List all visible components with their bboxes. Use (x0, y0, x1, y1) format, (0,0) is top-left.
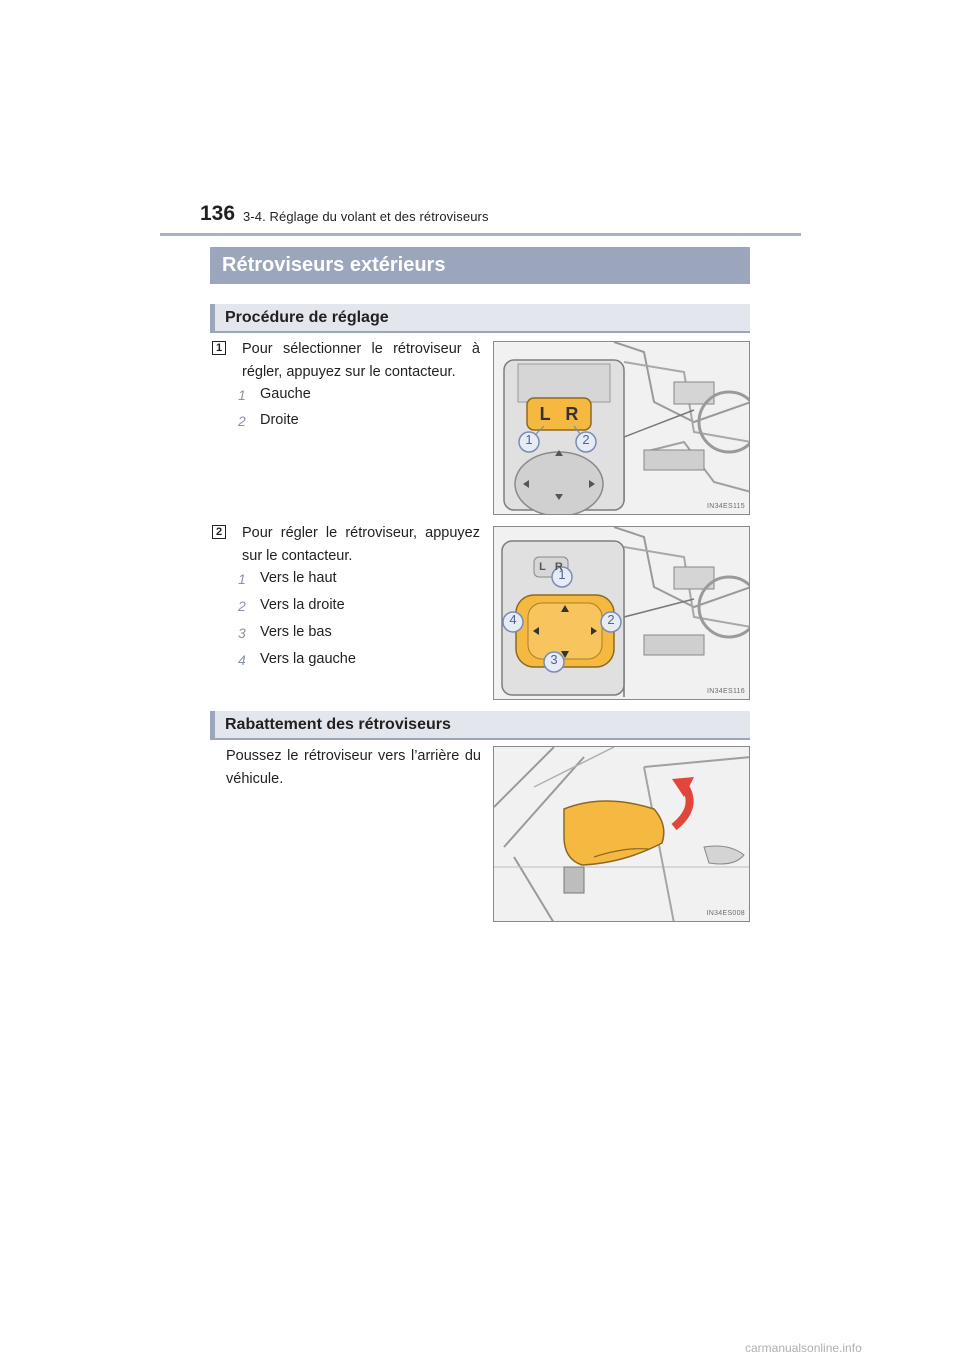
lr-button-label-small: L R (539, 561, 563, 573)
footer-watermark: carmanualsonline.info (745, 1341, 862, 1355)
callout-2: 2 (582, 432, 590, 447)
mirror-adjust-illustration (494, 527, 750, 700)
callout-1: 1 (525, 432, 533, 447)
figure-1-code: IN34ES115 (707, 503, 745, 510)
page-number: 136 (200, 202, 236, 225)
step-2-text: Pour régler le rétroviseur, appuyez sur le contacteur. (242, 525, 480, 564)
step-1-item-2-number: 2 (238, 413, 246, 429)
step-2-item-2-number: 2 (238, 598, 246, 614)
section-title: Rétroviseurs extérieurs (210, 247, 750, 284)
step-2-item-1-number: 1 (238, 571, 246, 587)
callout-down: 3 (550, 652, 558, 667)
step-2-item-3-number: 3 (238, 625, 246, 641)
lr-button-label: L R (539, 404, 579, 424)
figure-mirror-select-switch (493, 341, 750, 515)
header-divider (160, 233, 801, 236)
step-1-text: Pour sélectionner le rétroviseur à régler, appuyez sur le contacteur. (242, 341, 480, 380)
chapter-title: 3-4. Réglage du volant et des rétroviseurs (243, 209, 489, 224)
step-1-item-1-number: 1 (238, 387, 246, 403)
figure-2-code: IN34ES116 (707, 688, 745, 695)
step-2-item-2-label: Vers la droite (260, 597, 345, 613)
step-2-badge: 2 (212, 525, 226, 539)
folding-text: Poussez le rétroviseur vers l’arrière du véhicule. (226, 748, 481, 787)
callout-up: 1 (558, 567, 566, 582)
figure-3-code: IN34ES008 (706, 910, 745, 917)
subsection-title-folding: Rabattement des rétroviseurs (210, 711, 750, 740)
step-2-item-4-label: Vers la gauche (260, 651, 356, 667)
callout-right: 2 (607, 612, 615, 627)
figure-mirror-folding (493, 746, 750, 922)
figure-mirror-adjust-switch (493, 526, 750, 700)
step-1-item-2-label: Droite (260, 412, 299, 428)
step-1-badge: 1 (212, 341, 226, 355)
step-2-item-4-number: 4 (238, 652, 246, 668)
callout-left: 4 (509, 612, 517, 627)
step-2-item-3-label: Vers le bas (260, 624, 332, 640)
step-1-item-1-label: Gauche (260, 386, 311, 402)
mirror-folding-illustration (494, 747, 750, 922)
subsection-title-procedure: Procédure de réglage (210, 304, 750, 333)
step-2-item-1-label: Vers le haut (260, 570, 337, 586)
